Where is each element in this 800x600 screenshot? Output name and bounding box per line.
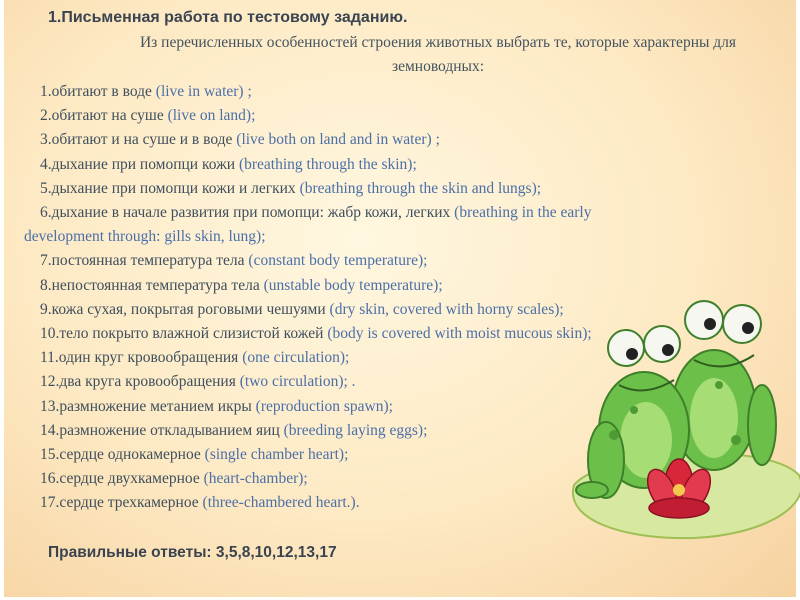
list-item: 11.один круг кровообращения (one circulation); xyxy=(40,349,350,367)
slide-title: 1.Письменная работа по тестовому заданию. xyxy=(48,9,408,26)
list-item: 10.тело покрыто влажной слизистой кожей (body is covered with moist mucous skin); xyxy=(40,325,592,343)
frogs-on-lily-pad-illustration xyxy=(564,300,800,600)
list-item: 14.размножение откладыванием яиц (breeding laying eggs); xyxy=(40,421,428,439)
slide xyxy=(4,0,796,597)
list-item: 13.размножение метанием икры (reproduction spawn); xyxy=(40,397,393,415)
list-item: 8.непостоянная температура тела (unstable body temperature); xyxy=(40,276,443,294)
correct-answers: Правильные ответы: 3,5,8,10,12,13,17 xyxy=(48,544,337,561)
list-item: 17.сердце трехкамерное (three-chambered heart.). xyxy=(40,494,360,512)
list-item: 15.сердце однокамерное (single chamber heart); xyxy=(40,446,349,464)
list-item: 4.дыхание при помопци кожи (breathing through the skin); xyxy=(40,155,417,173)
list-item: 9.кожа сухая, покрытая роговыми чешуями (dry skin, covered with horny scales); xyxy=(40,300,564,318)
list-item: 7.постоянная температура тела (constant body temperature); xyxy=(40,252,428,270)
list-item: 2.обитают на суше (live on land); xyxy=(40,107,256,125)
list-item: 16.сердце двухкамерное (heart-chamber); xyxy=(40,470,308,488)
list-item: 5.дыхание при помопци кожи и легких (breathing through the skin and lungs); xyxy=(40,179,542,197)
list-item: 12.два круга кровообращения (two circulation); . xyxy=(40,373,356,391)
instruction-text: Из перечисленных особенностей строения животных выбрать те, которые характерны для земноводных: xyxy=(139,34,737,75)
list-item: 3.обитают и на суше и в воде (live both on land and in water) ; xyxy=(40,131,440,149)
list-item: 6.дыхание в начале развития при помопци: жабр кожи, легких (breathing in the early development through: gills skin, lung); xyxy=(24,204,592,246)
list-item: 1.обитают в воде (live in water) ; xyxy=(40,83,252,100)
